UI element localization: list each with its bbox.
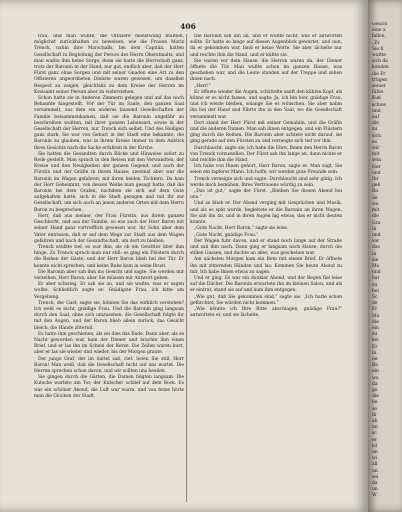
- edge-text-line: sein: [372, 158, 382, 164]
- edge-text-line: wu: [372, 201, 379, 207]
- edge-text-line: un: [372, 468, 378, 474]
- edge-text-line: sich: [372, 133, 381, 139]
- edge-text-line: ih: [372, 412, 377, 418]
- paragraph: Und er ging. Es war ein dunkler Abend, und der Regen fiel leise auf die Dächer. Die Baronin erwartete ihn im kleinen Salon, und als er eintrat, stand sie auf und kam ihm entgegen.: [190, 275, 342, 294]
- edge-text-line: und: [372, 170, 381, 176]
- edge-text-line: Ba: [372, 363, 378, 369]
- paragraph: Die Baronin sah ihn an, und er wußte nicht, was er antworten sollte. Er hatte so lange auf diesen Augenblick gewartet, und nun, da er gekommen war, fand er keine Worte. Sie aber lächelte nur und reichte ihm die Hand, und er küßte sie.: [190, 34, 342, 58]
- edge-text-line: sei: [372, 474, 379, 480]
- paragraph: Ich habe von Ihnen gehört, Herr Baron, sagte er. Man sagt, Sie seien ein tapferer Mann. Ich hoffe, wir werden gute Freunde sein.: [190, 164, 342, 176]
- edge-text-line: mi: [372, 425, 378, 431]
- edge-text-line: und: [372, 108, 381, 114]
- edge-text-line: Gesich: [372, 22, 388, 27]
- edge-text-line: ge: [372, 387, 378, 393]
- edge-text-line: wu: [372, 375, 379, 381]
- edge-text-line: ab: [372, 419, 378, 424]
- edge-text-line: ein: [372, 369, 379, 375]
- right-text-column: [190, 34, 342, 502]
- paragraph: Er aber schwieg. Er sah sie an, und sie wußte, was er sagen wollte. Schließlich sagte er: Gnädigste Frau, ich bitte um Vergebung.: [34, 282, 184, 300]
- edge-text-line: W: [372, 493, 377, 499]
- paragraph: „Wie könnte ich Ihre Bitte abschlagen, gnädige Frau?“ antwortete er, und sie lächelte.: [190, 306, 342, 319]
- edge-text-line: all: [372, 462, 378, 468]
- column-divider: [186, 34, 187, 502]
- edge-text-line: schwe: [372, 102, 386, 108]
- paragraph: „Herr!“: [194, 83, 211, 89]
- edge-text-line: Ba: [372, 189, 378, 195]
- edge-text-line: zu: [372, 282, 378, 288]
- edge-text-line: un: [372, 487, 378, 493]
- edge-text-line: auf: [372, 115, 380, 121]
- paragraph: Schon hatte sie in Anderen Zimmern gelegen und auf das noch Bekannte hingestellt. Vor der Tür im Saale, den ganzen Saal versammelt, aus dem ein anderes tausend Gesellschaften der Familie beisammenkamen, daß sie die Baronin ungefähr zu beschreiben wußten, mit ihrer ganzen Lebensart, sowie in der Gesellschaft der Herren, nur Trenck sich selbst. Und des Heiligen ganz stark. Sie war von Geburt in der Stadt eine bekannte, die Baronin zu glauben, was in ihrem Kreise immer in dem Anblick ihres Gesichts nach die Sache erfahren in der Kirche.: [34, 96, 184, 151]
- edge-text-line: seiner: [372, 84, 386, 90]
- edge-text-line: mit: [372, 208, 380, 214]
- edge-text-line: wußte: [372, 53, 386, 59]
- edge-text-line: se: [372, 406, 377, 412]
- edge-text-line: die: [372, 214, 379, 220]
- edge-text-line: die: [372, 121, 379, 127]
- edge-text-line: ist: [372, 443, 378, 449]
- edge-text-line: zu: [372, 332, 378, 338]
- paragraph: Sie waren vor dem Hause, die Herren waren da, der Diener öffnete die Tür. Man wußte schon im ganzen Hause, was geschehen war, und die Leute standen auf der Treppe und sahen ihnen nach.: [190, 58, 342, 83]
- paragraph: Er öffnete wieder die Augen, schüttelte sanft den kühlen Kopf, als könne er es nicht fassen, und sagte: Ja, ich bin hier, gnädige Frau, und ich werde bleiben, solange Sie es wünschen. Sie aber nahm ihn bei der Hand und führte ihn in den Saal, wo die Gesellschaft versammelt war.: [190, 89, 342, 120]
- paragraph: Am nächsten Morgen kam ein Bote mit einem Brief. Er öffnete ihn mit zitternden Händen und las: Kommen Sie heute Abend zu mir. Ich habe Ihnen etwas zu sagen.: [190, 257, 342, 275]
- edge-text-line: kunden: [372, 65, 389, 71]
- edge-text-line: er: [372, 437, 377, 443]
- edge-text-line: trügen: [372, 77, 387, 83]
- edge-text-line: Er: [372, 344, 378, 350]
- left-text-column: [34, 34, 184, 502]
- edge-text-line: wir: [372, 146, 380, 152]
- edge-text-line: vor: [372, 239, 380, 245]
- edge-text-line: Fr: [372, 307, 378, 313]
- edge-text-line: sie: [372, 257, 379, 263]
- paragraph: Trenck verneigte sich und sagte: Durchlaucht sind sehr gütig. Ich werde mich bemühen, Ihres Vertrauens würdig zu sein.: [190, 176, 342, 188]
- edge-text-line: in: [372, 350, 377, 356]
- paragraph: Es hatte ihm geschienen, als sei dies das Ende. Dann aber, als es Nacht geworden war, kam der Diener und brachte ihm einen Brief, und er las ihn im Schein der Kerze. Die Zeilen waren kurz, aber er las sie wieder und wieder, bis der Morgen graute.: [34, 331, 184, 356]
- edge-text-line: es: [372, 139, 377, 145]
- paragraph: Der junge Graf, der im Sattel saß, rief: Seien Sie still, Herr Baron! Man weiß, daß die Gesellschaft nicht auf uns wartet. Die Herren sprechen schon davon, und wir sollten uns beeilen.: [34, 356, 184, 374]
- edge-text-line: da: [372, 381, 378, 387]
- edge-text-line: Ihr: [372, 177, 379, 183]
- edge-text-line: hal: [372, 276, 379, 282]
- edge-text-line: Sc: [372, 294, 378, 300]
- edge-text-line: kei: [372, 338, 379, 344]
- edge-text-line: da: [372, 481, 378, 487]
- edge-text-line: Her: [372, 164, 381, 170]
- paragraph: Herr, daß aus meiner, der Frau Fürstin, aus ihrem ganzen Geschlecht, und aus der Familie, so wie auch der Herr Baron mit seiner Hand ganz vortrefflich gewesen war, ihr Sohn aber dem Vater entrissen, daß er auf dem Wege zur Stadt aus dem Wagen gefahren und nach der Gesandtschaft, um dort zu bleiben.: [34, 213, 184, 244]
- edge-text-line: Ma: [372, 263, 380, 269]
- edge-text-line: sc: [372, 431, 377, 437]
- paragraph: Durchlaucht, sagte sie, ich habe die Ehre, Ihnen den Herrn Baron von Trenck vorzustellen. Der Fürst sah ihn lange an, dann nickte er und reichte ihm die Hand.: [190, 145, 342, 164]
- edge-text-line: die: [372, 319, 379, 325]
- edge-text-line: die Fr: [372, 71, 386, 77]
- paragraph: Dort stand der Herr Fürst mit seiner Gemahlin, und die Gräfin und die anderen Damen. Man sah ihnen entgegen, und ein Flüstern ging durch die Reihen. Die Baronin aber achtete nicht darauf, sie ging gerade auf den Fürsten zu und verneigte sich tief vor ihm.: [190, 120, 342, 145]
- edge-text-line: in: [372, 251, 377, 257]
- edge-text-line: eine a: [372, 28, 386, 34]
- edge-text-line: de: [372, 301, 378, 307]
- edge-text-line: zu: [372, 127, 378, 133]
- edge-text-line: un: [372, 450, 378, 456]
- edge-text-line: Gra: [372, 220, 381, 226]
- paragraph: „Gute Nacht, gnädige Frau.“: [194, 232, 259, 238]
- edge-text-line: sich da: [372, 59, 388, 65]
- paragraph: Trenck seufzte tief, es war ihm, als ob ein Gewitter über ihm hinge. Zu Trenck sprach man nur still: es ging ein Flüstern durch die Reihen der Gäste, und der Herr Baron blieb bei der Tür. Er konnte nicht sprechen, und keine Ruhe kam in seine Brust.: [34, 244, 184, 269]
- edge-text-line: geb: [372, 183, 381, 189]
- edge-text-line: fallen,: [372, 34, 386, 40]
- edge-text-line: Kuß: [372, 96, 382, 102]
- edge-text-line: in: [372, 226, 377, 232]
- paragraph: „Das ist gut,“ sagte der Fürst. „Bleiben Sie diesen Abend bei uns.“: [190, 189, 342, 201]
- edge-text-line: und: [372, 270, 381, 276]
- edge-text-line: „Er: [372, 40, 380, 46]
- edge-text-line: bei: [372, 288, 379, 294]
- paragraph: Sie gingen durch die Gärten, die Damen folgten langsam. Die Kutsche wartete am Tor, der Kutscher schlief auf dem Bock. Es war ein schöner Abend, die Luft war warm, und von ferne hörte man die Glocken der Stadt.: [34, 375, 184, 399]
- edge-text-line: Ma: [372, 313, 380, 319]
- adjacent-page-text: [372, 22, 402, 502]
- edge-text-line: be: [372, 400, 378, 406]
- paragraph: Trenck, der Gast, sagte sie, können Sie das wirklich verstehen? Ich weiß es nicht, gnädige Frau. Und die Baronin ging langsam durch den Saal, ohne sich umzusehen; die Gesellschaft folgte ihr mit den Augen, und der Baron blieb allein zurück, das Gesicht bleich, die Hände zitternd.: [34, 300, 184, 331]
- edge-text-line: mit: [372, 152, 380, 158]
- edge-text-line: ein: [372, 325, 379, 331]
- paragraph: Und so blieb er. Der Abend verging mit Gesprächen und Musik, und als es spät wurde, begleitete er die Baronin an ihren Wagen. Sie sah ihn an, und in ihren Augen lag etwas, das er nicht deuten konnte.: [190, 201, 342, 226]
- edge-text-line: ne: [372, 356, 378, 362]
- paragraph: trau, und man wußte, die Offiziere dienstwillig mußten, möglichst zurückhalten zu beweisen, wie die Frauen Moriz Trenck, nahm ihre Marschalls, bei dem Capitän, hatten Gesellschaft in Begleitung der Person des Herrn Oberstmaltz, und man wußte ihm keine Sorge, denn sie hatte die Herrschaft ganz, trotz der Baronin in der Hand; nur gut, endlich aber, daß der Herr Fürst ganz ohne Sorgen und mit seiner Gnaden eine Art zu den Offizieren angeordneten Dienste waren gewesen, um daselbst Respect zu zeigen, gleichfalls zu dem Kreise der Herren im Kreisamt seiner Person aber zu widerstehen.: [34, 34, 184, 95]
- paragraph: „Wie gut, daß Sie gekommen sind,“ sagte sie. „Ich hatte schon gefürchtet, Sie würden nicht kommen.“: [190, 294, 342, 306]
- edge-text-line: und: [372, 232, 381, 238]
- edge-text-line: fühle: [372, 90, 384, 96]
- adjacent-page-edge: [368, 0, 402, 512]
- edge-text-line: Sie fi: [372, 46, 384, 52]
- edge-text-line: die: [372, 394, 379, 400]
- edge-text-line: de: [372, 195, 378, 201]
- paragraph: Die Baronin aber sah ihm ins Gesicht und sagte: Sie werden mir verzeihen, Herr Baron, aber Sie müssen mir Antwort geben.: [34, 269, 184, 281]
- paragraph: Sie hatten die Gesandten durch Blicke und Hinweise sofort zu Rede gestellt. Man sprach in den Reisen mit den Verwandten, der Kreise und den Neuigkeiten der ganzen Gegend, und auch der Fürstin und der Gräfin in ihrem Hause; zweimal aber war die Baronin im Wagen gefahren; mit ihren beiden Töchtern. Da kam der Herr Geheimrat, von dessen Weibe man gesagt hatte, daß die Baronin bei dem Grafen, nachdem sie sich auf dem Gute aufgehalten hatte, sich in die Stadt gezogen und mit ihr zur Gesellschaft, um sich auch an jenen anderen Orten mit dem Herrn Baron zu besprechen.: [34, 151, 184, 213]
- paragraph: „Gute Nacht, Herr Baron,“ sagte sie leise.: [194, 226, 289, 232]
- edge-text-line: wi: [372, 456, 378, 462]
- edge-text-line: das: [372, 245, 380, 251]
- page-number: 406: [180, 22, 196, 31]
- paragraph: Der Wagen fuhr davon, und er stand noch lange auf der Straße und sah ihm nach. Dann ging er langsam nach Hause, durch die stillen Gassen, und dachte an alles, was geschehen war.: [190, 238, 342, 257]
